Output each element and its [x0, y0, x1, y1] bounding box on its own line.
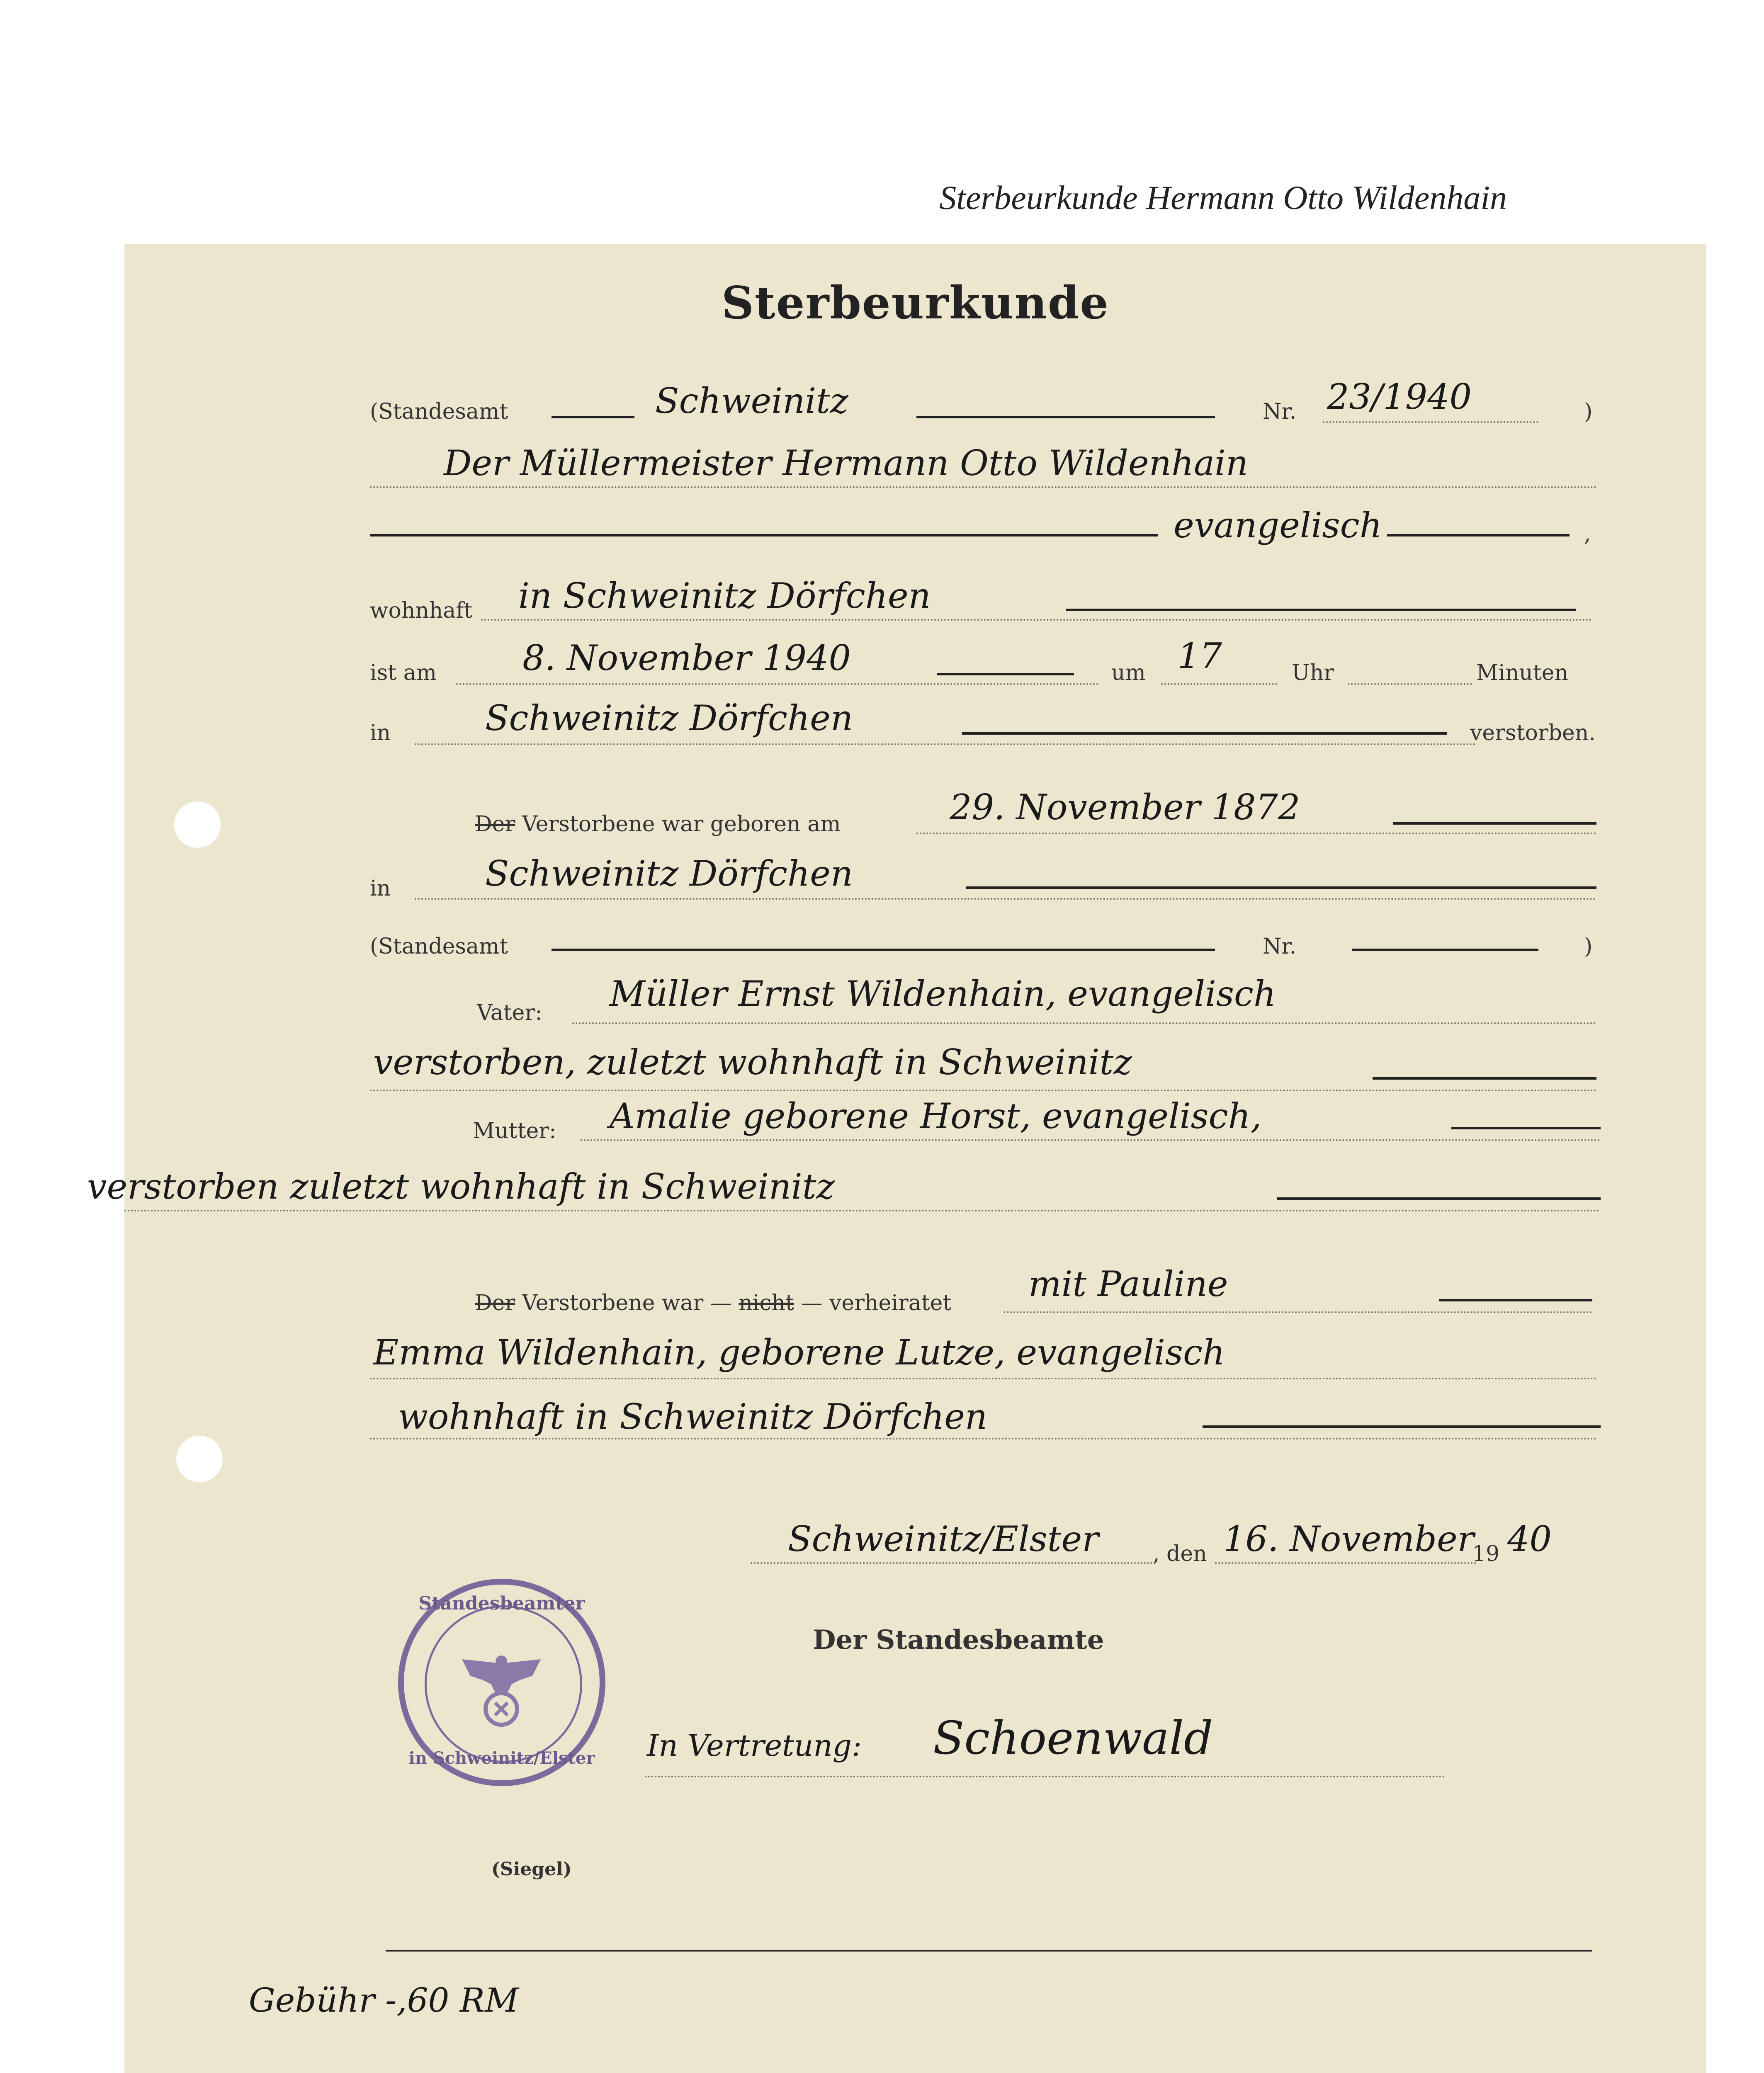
- dotted-line: [370, 1438, 1597, 1439]
- dotted-line: [581, 1139, 1601, 1141]
- wohnhaft-value: in Schweinitz Dörfchen: [518, 575, 931, 616]
- verheiratet-label2: verheiratet: [829, 1291, 952, 1316]
- running-head: Sterbeurkunde Hermann Otto Wildenhain: [939, 179, 1507, 216]
- dotted-line: [481, 619, 1592, 621]
- geboren-label: Verstorbene war geboren: [522, 812, 801, 837]
- vater-label: Vater:: [477, 1000, 542, 1025]
- wohnhaft-label: wohnhaft: [370, 598, 473, 623]
- fill-line: [552, 949, 1215, 951]
- comma: ,: [1584, 522, 1591, 546]
- dotted-line: [415, 898, 1596, 900]
- official-seal: [398, 1579, 605, 1786]
- issue-place-value: Schweinitz/Elster: [788, 1519, 1099, 1559]
- verheiratet-label: Verstorbene war: [522, 1291, 704, 1316]
- vertretung-text: In Vertretung:: [647, 1728, 862, 1763]
- dotted-line: [645, 1776, 1445, 1777]
- fill-line: [1373, 1077, 1596, 1080]
- fill-line: [552, 416, 634, 418]
- den-label: , den: [1153, 1541, 1207, 1566]
- fill-line: [1387, 534, 1570, 536]
- dotted-line: [370, 1090, 1597, 1091]
- mutter-value: Amalie geborene Horst, evangelisch,: [610, 1096, 1262, 1136]
- ist-am-label: ist am: [370, 660, 437, 685]
- fill-line: [1066, 609, 1576, 611]
- fee-note: Gebühr -,60 RM: [249, 1981, 519, 2020]
- struck-prefix: Der: [475, 1291, 515, 1316]
- vater-value: Müller Ernst Wildenhain, evangelisch: [610, 973, 1276, 1014]
- vater-value-continued: verstorben, zuletzt wohnhaft in Schweinitz: [373, 1042, 1132, 1083]
- standesamt-label: (Standesamt: [370, 399, 508, 424]
- name-value: Der Müllermeister Hermann Otto Wildenhain: [444, 443, 1248, 483]
- death-place-value: Schweinitz Dörfchen: [485, 698, 853, 738]
- fill-line: [937, 673, 1074, 675]
- verheiratet-line-label: Der Verstorbene war — nicht — verheiratet: [475, 1291, 952, 1316]
- dotted-line: [916, 833, 1596, 834]
- fill-line: [386, 1950, 1592, 1952]
- certificate-scan: [87, 244, 1706, 2073]
- nr2-label: Nr.: [1263, 934, 1297, 959]
- mutter-label: Mutter:: [473, 1119, 556, 1143]
- standesamt2-label: (Standesamt: [370, 934, 508, 959]
- fill-line: [962, 732, 1447, 735]
- spouse-value-continued-2: wohnhaft in Schweinitz Dörfchen: [398, 1396, 988, 1437]
- eagle-emblem-icon: [454, 1647, 549, 1730]
- death-date-value: 8. November 1940: [522, 638, 851, 678]
- um-label: um: [1111, 660, 1146, 685]
- seal-bottom-text: in Schweinitz/Elster: [408, 1748, 595, 1768]
- seal-top-text: Standesbeamter: [418, 1593, 585, 1614]
- dotted-line: [1161, 683, 1277, 685]
- dotted-line: [456, 683, 1099, 685]
- in-label: in: [370, 876, 391, 901]
- am-label: am: [807, 812, 841, 837]
- siegel-label: (Siegel): [491, 1859, 572, 1880]
- dotted-line: [1348, 683, 1472, 685]
- fill-line: [1439, 1299, 1592, 1301]
- dotted-line: [370, 486, 1597, 488]
- struck-nicht: nicht: [739, 1291, 794, 1316]
- issue-date-value: 16. November: [1223, 1519, 1474, 1559]
- struck-prefix: Der: [475, 812, 515, 837]
- fill-line: [966, 886, 1596, 889]
- in-label: in: [370, 721, 391, 745]
- dotted-line: [124, 1210, 1601, 1211]
- year-value: 40: [1507, 1519, 1552, 1559]
- nr-value: 23/1940: [1327, 376, 1472, 417]
- minuten-label: Minuten: [1476, 660, 1569, 685]
- punch-hole: [176, 1436, 223, 1482]
- year-prefix: 19: [1472, 1541, 1500, 1566]
- fill-line: [916, 416, 1215, 418]
- fill-line: [1393, 822, 1596, 825]
- fill-line: [1352, 949, 1538, 951]
- hour-value: 17: [1178, 636, 1222, 676]
- fill-line: [1203, 1425, 1601, 1428]
- close-paren: ): [1584, 399, 1593, 424]
- certificate-title: Sterbeurkunde: [721, 277, 1110, 329]
- punch-hole: [174, 801, 221, 848]
- standesamt-value: Schweinitz: [655, 381, 849, 421]
- fill-line: [370, 534, 1158, 536]
- mutter-value-continued: verstorben zuletzt wohnhaft in Schweinitz: [87, 1166, 835, 1207]
- dotted-line: [370, 1378, 1597, 1379]
- geboren-line-label: [475, 812, 841, 837]
- spouse-value-continued: Emma Wildenhain, geborene Lutze, evangelisch: [373, 1332, 1225, 1373]
- fill-line: [1451, 1127, 1601, 1129]
- birth-date-value: 29. November 1872: [950, 787, 1300, 828]
- spouse-value: mit Pauline: [1028, 1264, 1228, 1304]
- verstorben-label: verstorben.: [1470, 721, 1596, 745]
- close-paren: ): [1584, 934, 1593, 959]
- signature: Schoenwald: [933, 1711, 1213, 1765]
- dotted-line: [1215, 1562, 1476, 1564]
- uhr-label: Uhr: [1292, 660, 1334, 685]
- religion-value: evangelisch: [1174, 505, 1382, 546]
- dotted-line: [572, 1022, 1596, 1024]
- dotted-line: [751, 1562, 1153, 1564]
- dotted-line: [415, 743, 1476, 745]
- fill-line: [1277, 1197, 1601, 1200]
- dotted-line: [1323, 421, 1538, 423]
- birth-place-value: Schweinitz Dörfchen: [485, 853, 853, 894]
- official-title: Der Standesbeamte: [813, 1624, 1104, 1655]
- dotted-line: [1003, 1311, 1592, 1313]
- nr-label: Nr.: [1263, 399, 1297, 424]
